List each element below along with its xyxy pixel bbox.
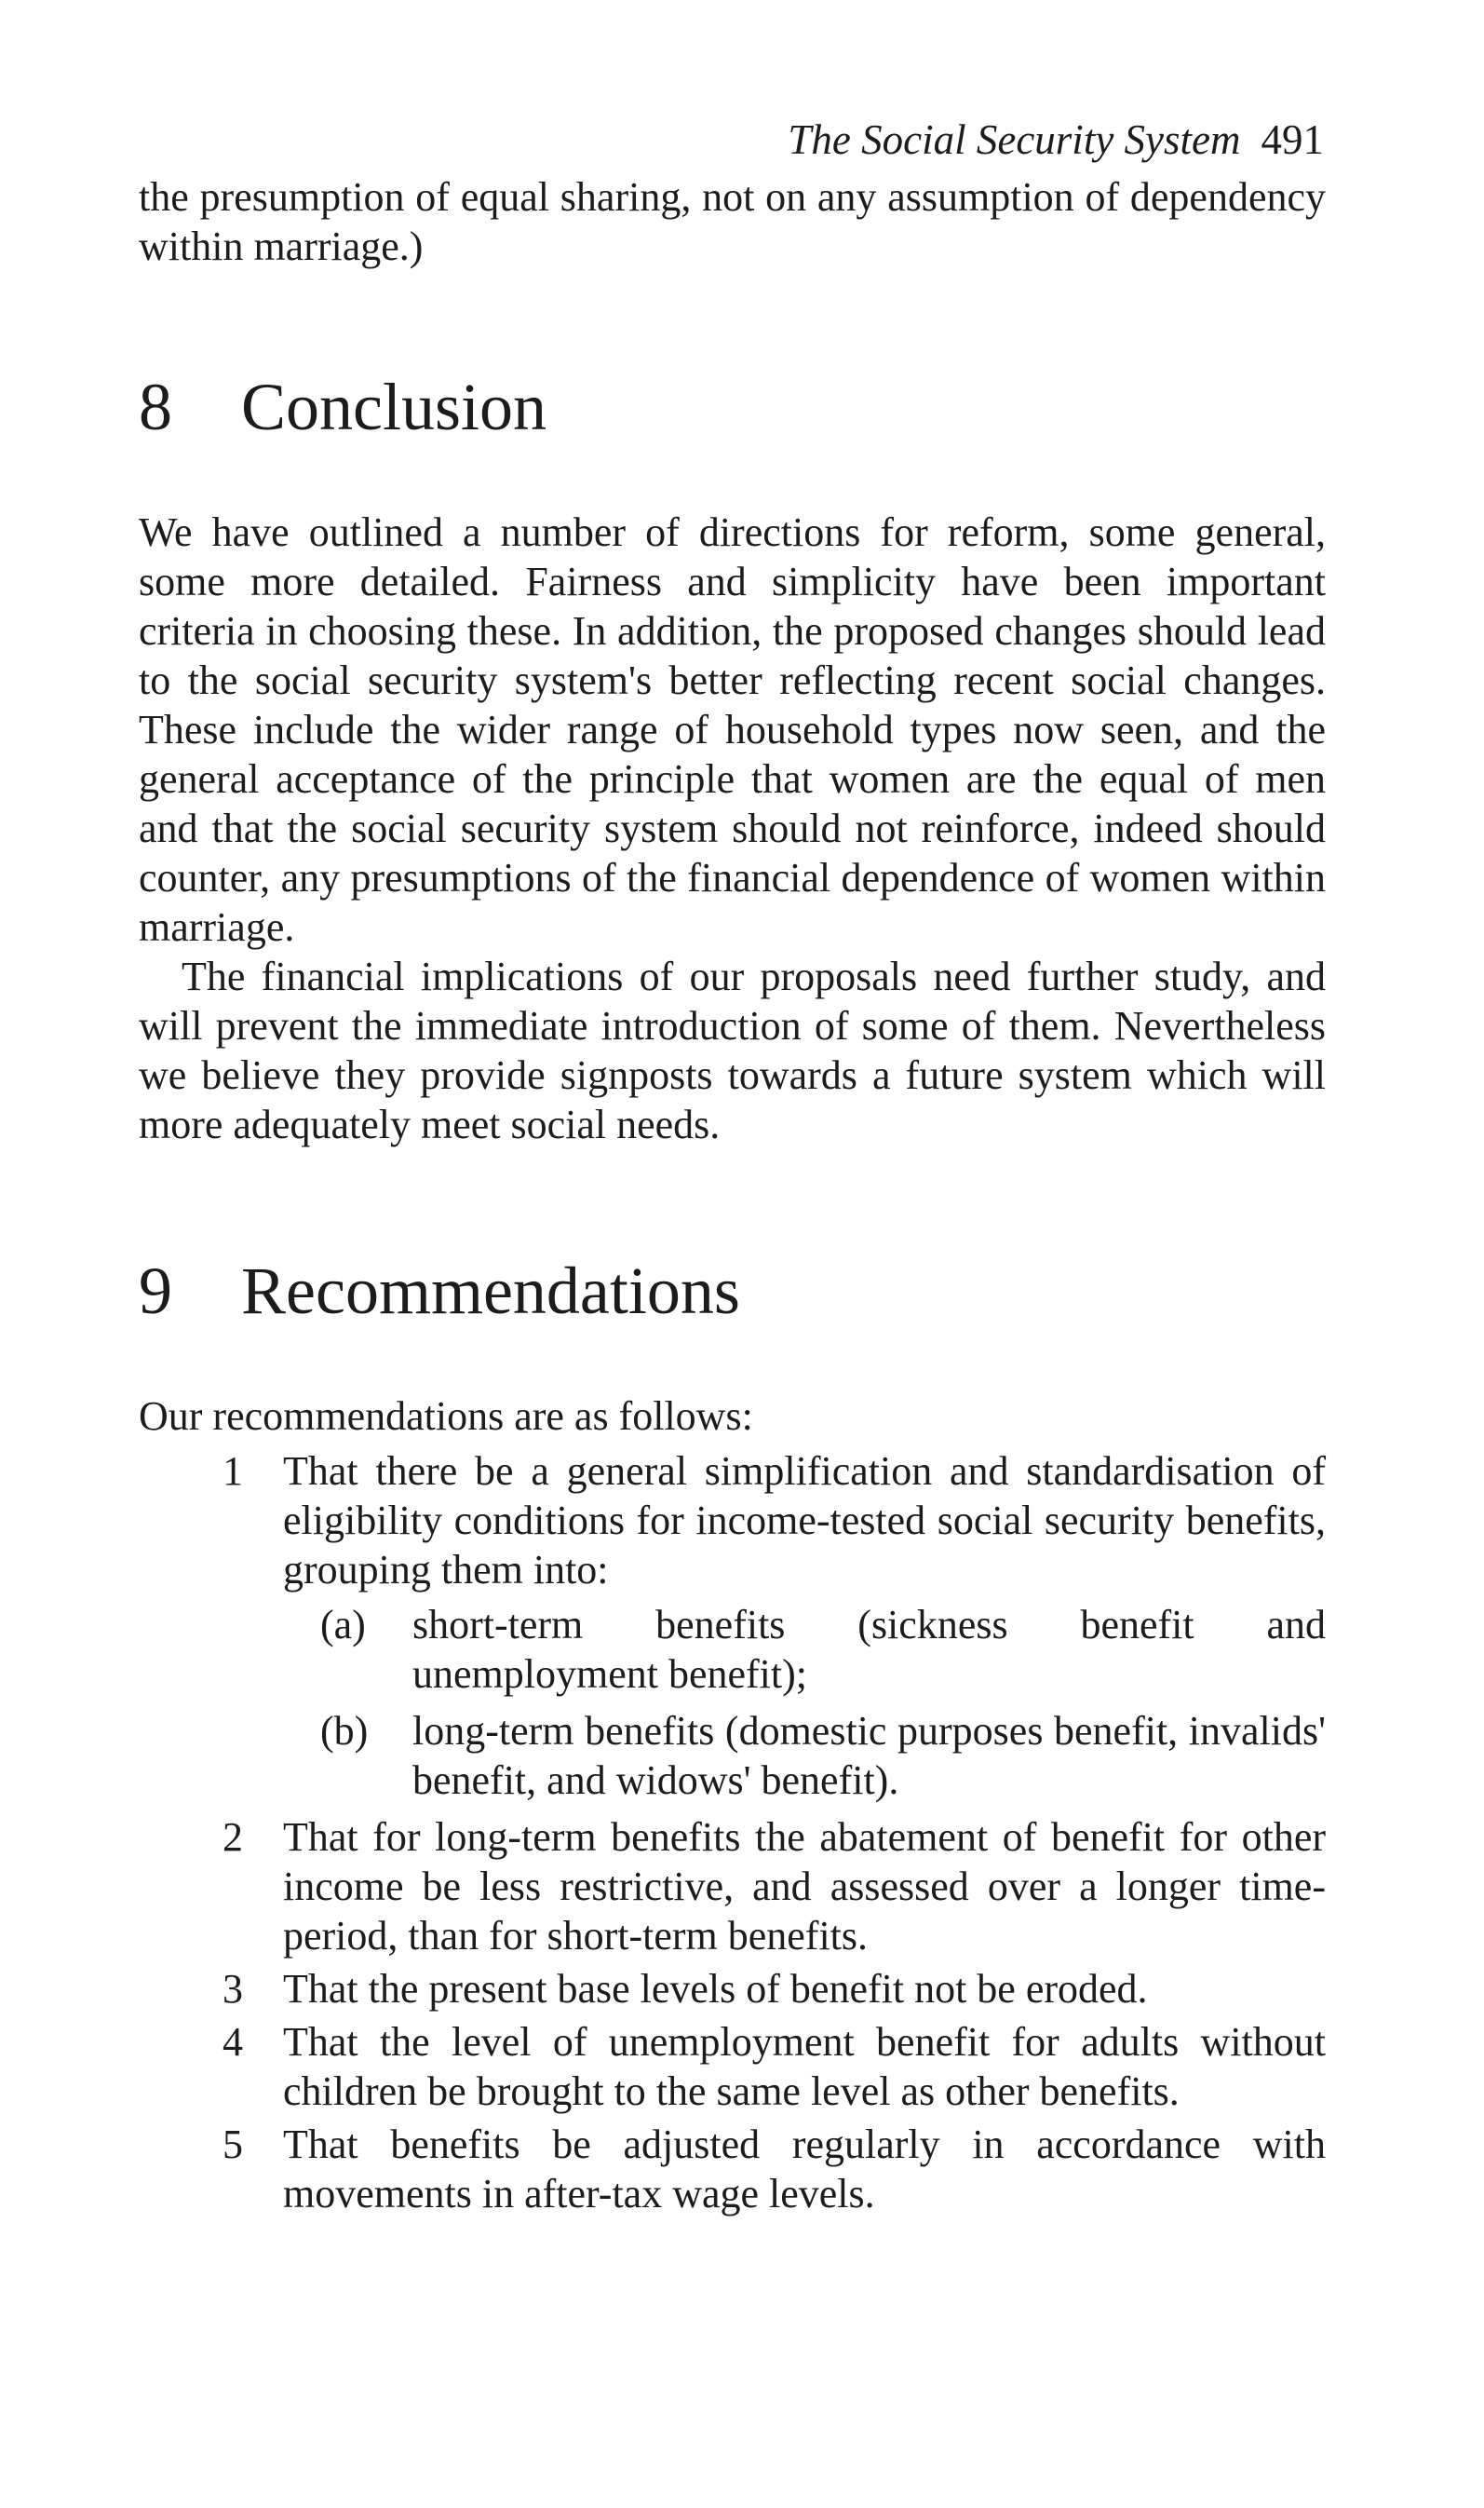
- recommendations-heading: [139, 1254, 1326, 1328]
- recommendation-item: [139, 1964, 1326, 2013]
- recommendations-section-title: Recommendations: [241, 1254, 740, 1328]
- recommendation-text: That the present base levels of benefit not be eroded.: [283, 1966, 1148, 2012]
- recommendation-text: That the level of unemployment benefit for adults without children be brought to the same level as other benefits.: [283, 2019, 1326, 2114]
- recommendation-item: [139, 2017, 1326, 2116]
- sub-item-text: long-term benefits (domestic purposes benefit, invalids' benefit, and widows' benefit).: [412, 1708, 1326, 1803]
- recommendation-sub-item: [283, 1600, 1326, 1699]
- recommendation-sub-item: [283, 1706, 1326, 1805]
- page-number: 491: [1261, 116, 1324, 163]
- recommendation-text: That there be a general simplification and standardisation of eligibility conditions for income-tested social security benefits, grouping them into:: [283, 1448, 1326, 1593]
- book-page: [139, 107, 1326, 2222]
- recommendations-intro: Our recommendations are as follows:: [139, 1393, 753, 1439]
- recommendation-number: 3: [223, 1966, 243, 2012]
- recommendation-number: 2: [223, 1814, 243, 1860]
- conclusion-section-title: Conclusion: [241, 370, 547, 444]
- conclusion-heading: [139, 370, 1326, 444]
- recommendation-number: 5: [223, 2122, 243, 2167]
- sub-item-text: short-term benefits (sickness benefit and unemployment benefit);: [412, 1602, 1326, 1697]
- conclusion-paragraph-1: We have outlined a number of directions for reform, some general, some more detailed. Fairness and simplicity have been important criteria in choosing these. In addition, the proposed changes should lead to the social security system's better reflecting recent social changes. These include the wider range of household types now seen, and the general acceptance of the principle that women are the equal of men and that the social security system should not reinforce, indeed should counter, any presumptions of the financial dependence of women within marriage.: [139, 509, 1326, 950]
- recommendation-number: 1: [223, 1448, 243, 1494]
- recommendation-item: [139, 2120, 1326, 2218]
- recommendations-section-number: 9: [139, 1254, 172, 1328]
- sub-item-label: (b): [320, 1708, 369, 1754]
- recommendation-text: That benefits be adjusted regularly in accordance with movements in after-tax wage levels.: [283, 2122, 1326, 2217]
- running-title: The Social Security System: [788, 116, 1241, 163]
- continuation-paragraph: the presumption of equal sharing, not on any assumption of dependency within marriage.): [139, 174, 1326, 269]
- recommendations-list: [139, 1446, 1326, 2218]
- recommendation-text: That for long-term benefits the abatement of benefit for other income be less restrictive, and assessed over a longer time-period, than for short-term benefits.: [283, 1814, 1326, 1959]
- recommendation-item: [139, 1812, 1326, 1960]
- recommendation-sub-list: [283, 1600, 1326, 1805]
- running-head: [139, 107, 1324, 172]
- conclusion-section-number: 8: [139, 370, 172, 444]
- sub-item-label: (a): [320, 1602, 366, 1647]
- recommendation-number: 4: [223, 2019, 243, 2065]
- recommendation-item: [139, 1446, 1326, 1805]
- conclusion-paragraph-2: The financial implications of our proposals need further study, and will prevent the immediate introduction of some of them. Nevertheless we believe they provide signposts towards a future system which will more adequately meet social needs.: [139, 954, 1326, 1147]
